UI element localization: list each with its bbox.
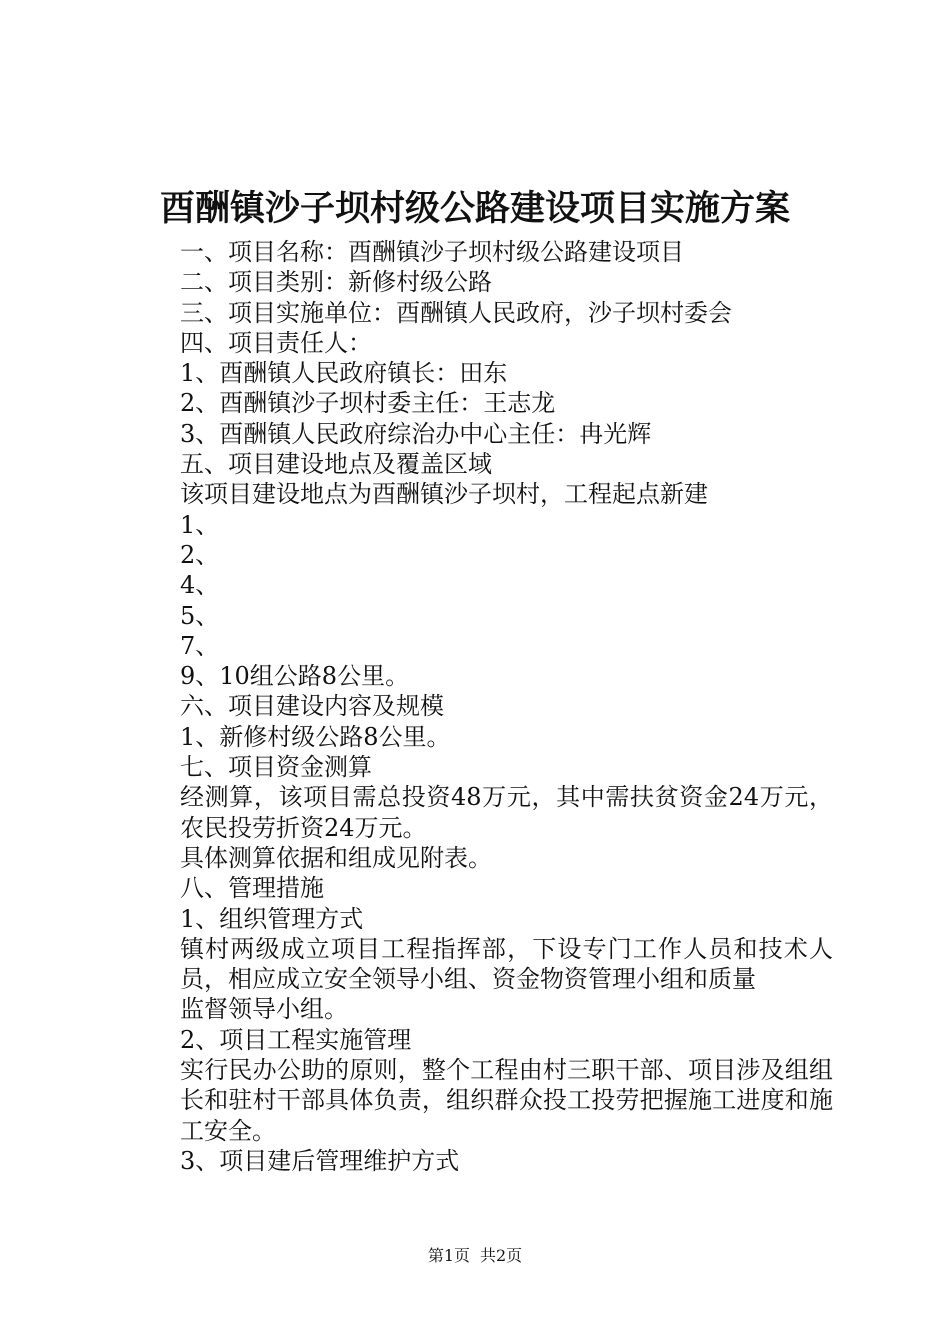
location-text: 该项目建设地点为酉酬镇沙子坝村，工程起点新建: [180, 480, 708, 509]
document-title: 酉酬镇沙子坝村级公路建设项目实施方案: [159, 188, 790, 229]
item-management-heading: 八、管理措施: [180, 874, 324, 903]
list-item: 2、: [180, 540, 220, 569]
item-responsible-persons: 四、项目责任人：: [180, 328, 372, 357]
list-item: 9、10组公路8公里。: [180, 662, 410, 691]
list-item: 7、: [180, 631, 220, 660]
management-sub-3: 3、项目建后管理维护方式: [180, 1146, 460, 1175]
management-sub-1: 1、组织管理方式: [180, 904, 364, 933]
item-project-category: 二、项目类别：新修村级公路: [180, 268, 492, 297]
list-item: 4、: [180, 571, 220, 600]
list-item: 1、: [180, 510, 220, 539]
management-sub-2: 2、项目工程实施管理: [180, 1025, 412, 1054]
document-body: [128, 237, 833, 1176]
content-item-1: 1、新修村级公路8公里。: [180, 722, 451, 751]
page-footer: [0, 1245, 950, 1267]
item-location-heading: 五、项目建设地点及覆盖区域: [180, 450, 492, 479]
page-number-current: 第1页: [427, 1246, 470, 1265]
responsible-person-2: 2、酉酬镇沙子坝村委主任：王志龙: [180, 389, 556, 418]
implementation-paragraph: 实行民办公助的原则，整个工程由村三职干部、项目涉及组组长和驻村干部具体负责，组织群众投工投劳把握施工进度和施工安全。: [180, 1056, 833, 1145]
supervision-line: 监督领导小组。: [180, 995, 348, 1024]
responsible-person-1: 1、酉酬镇人民政府镇长：田东: [180, 359, 508, 388]
funding-paragraph: 经测算，该项目需总投资48万元，其中需扶贫资金24万元，农民投劳折资24万元。: [180, 783, 833, 842]
organization-paragraph: 镇村两级成立项目工程指挥部，下设专门工作人员和技术人员，相应成立安全领导小组、资金物资管理小组和质量: [180, 934, 833, 994]
funding-basis: 具体测算依据和组成见附表。: [180, 843, 492, 872]
item-implementing-unit: 三、项目实施单位：酉酬镇人民政府，沙子坝村委会: [180, 298, 732, 327]
list-item: 5、: [180, 601, 220, 630]
page-number-total: 共2页: [480, 1246, 523, 1265]
item-project-name: 一、项目名称：酉酬镇沙子坝村级公路建设项目: [180, 238, 684, 266]
item-content-heading: 六、项目建设内容及规模: [180, 692, 444, 721]
item-funding-heading: 七、项目资金测算: [180, 753, 372, 782]
responsible-person-3: 3、酉酬镇人民政府综治办中心主任：冉光辉: [180, 419, 652, 448]
